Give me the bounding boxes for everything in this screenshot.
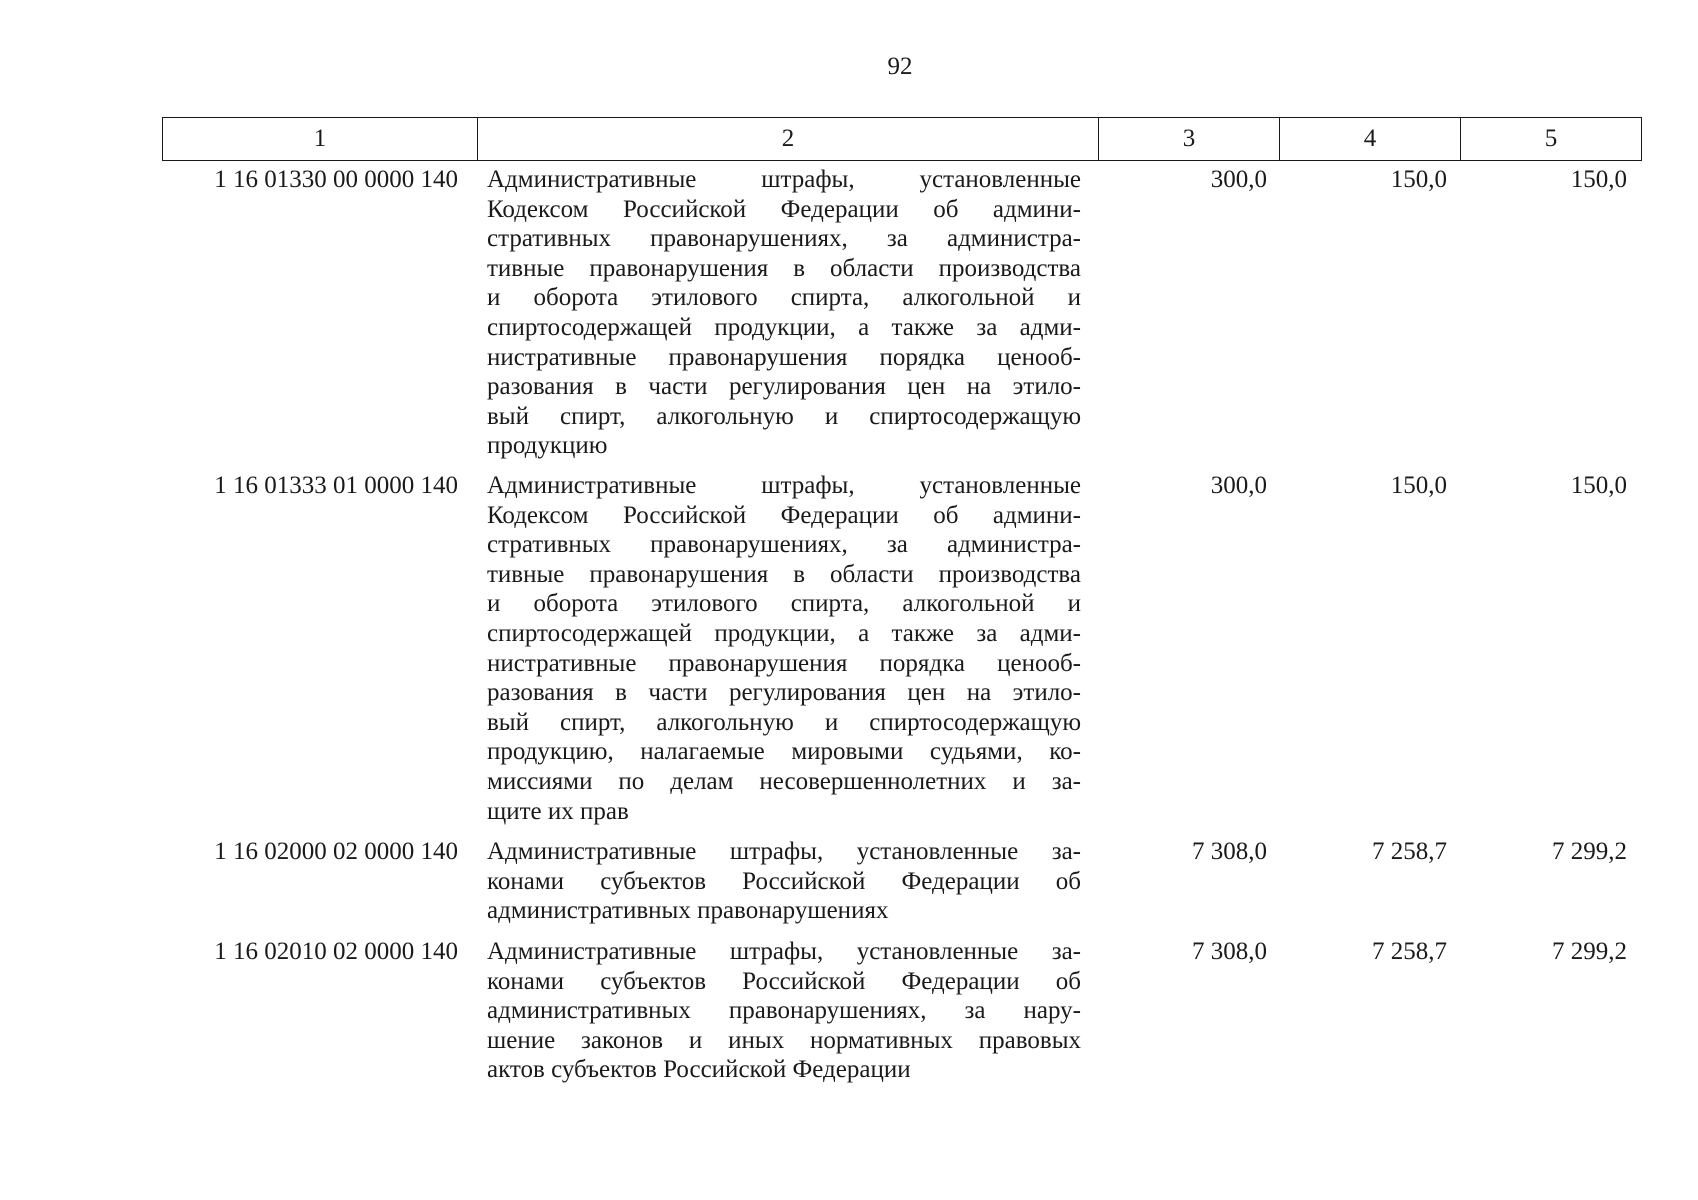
description-line: вый спирт, алкогольную и спиртосодержащую [487, 708, 1081, 736]
row-value-col3: 300,0 [1210, 166, 1267, 193]
header-cell-4: 4 [1280, 118, 1461, 161]
header-cell-2: 2 [478, 118, 1099, 161]
description-line: стративных правонарушениях, за администра- [487, 225, 1081, 253]
row-value-col3: 7 308,0 [1192, 838, 1267, 865]
row-value-col4: 7 258,7 [1372, 838, 1447, 865]
row-description [487, 165, 1081, 461]
description-line: Административные штрафы, установленные за- [487, 938, 1081, 965]
row-description [487, 937, 1081, 1085]
description-line: конами субъектов Российской Федерации об [487, 867, 1081, 895]
row-value-col5: 7 299,2 [1552, 938, 1627, 965]
description-line: разования в части регулирования цен на этило- [487, 373, 1081, 401]
header-row [163, 118, 1642, 161]
description-line: актов субъектов Российской Федерации [487, 1056, 911, 1084]
description-line: Административные штрафы, установленные [487, 166, 1081, 193]
description-line: конами субъектов Российской Федерации об [487, 967, 1081, 995]
page-number: 92 [887, 53, 913, 80]
row-value-col4: 150,0 [1390, 166, 1447, 193]
description-line: разования в части регулирования цен на этило- [487, 679, 1081, 707]
description-line: Кодексом Российской Федерации об админи- [487, 195, 1081, 223]
row-value-col3: 300,0 [1210, 472, 1267, 499]
description-line: нистративные правонарушения порядка ценооб- [487, 649, 1081, 677]
row-value-col4: 7 258,7 [1372, 938, 1447, 965]
description-line: стративных правонарушениях, за администра- [487, 531, 1081, 559]
description-line: Административные штрафы, установленные за- [487, 838, 1081, 865]
header-cell-5: 5 [1461, 118, 1642, 161]
description-line: спиртосодержащей продукции, а также за адми- [487, 619, 1081, 647]
description-line: спиртосодержащей продукции, а также за адми- [487, 313, 1081, 341]
description-line: щите их прав [487, 797, 629, 825]
description-line: продукцию, налагаемые мировыми судьями, ко- [487, 738, 1081, 766]
row-value-col5: 7 299,2 [1552, 838, 1627, 865]
table-header [162, 117, 1642, 161]
row-code: 1 16 02010 02 0000 140 [214, 938, 458, 965]
row-value-col3: 7 308,0 [1192, 938, 1267, 965]
description-line: вый спирт, алкогольную и спиртосодержащую [487, 402, 1081, 430]
header-cell-1: 1 [163, 118, 478, 161]
description-line: и оборота этилового спирта, алкогольной и [487, 590, 1081, 618]
description-line: нистративные правонарушения порядка ценооб- [487, 343, 1081, 371]
description-line: тивные правонарушения в области производства [487, 560, 1081, 588]
description-line: шение законов и иных нормативных правовых [487, 1026, 1081, 1054]
row-code: 1 16 02000 02 0000 140 [214, 838, 458, 865]
row-value-col5: 150,0 [1570, 166, 1627, 193]
description-line: административных правонарушениях, за нару- [487, 997, 1081, 1025]
header-cell-3: 3 [1099, 118, 1280, 161]
description-line: тивные правонарушения в области производства [487, 254, 1081, 282]
description-line: Кодексом Российской Федерации об админи- [487, 501, 1081, 529]
description-line: административных правонарушениях [487, 897, 889, 925]
row-value-col5: 150,0 [1570, 472, 1627, 499]
description-line: и оборота этилового спирта, алкогольной и [487, 284, 1081, 312]
row-description [487, 837, 1081, 926]
description-line: продукцию [487, 432, 608, 460]
row-description [487, 471, 1081, 826]
description-line: миссиями по делам несовершеннолетних и за- [487, 767, 1081, 795]
row-code: 1 16 01330 00 0000 140 [214, 166, 458, 193]
row-value-col4: 150,0 [1390, 472, 1447, 499]
row-code: 1 16 01333 01 0000 140 [214, 472, 458, 499]
description-line: Административные штрафы, установленные [487, 472, 1081, 499]
